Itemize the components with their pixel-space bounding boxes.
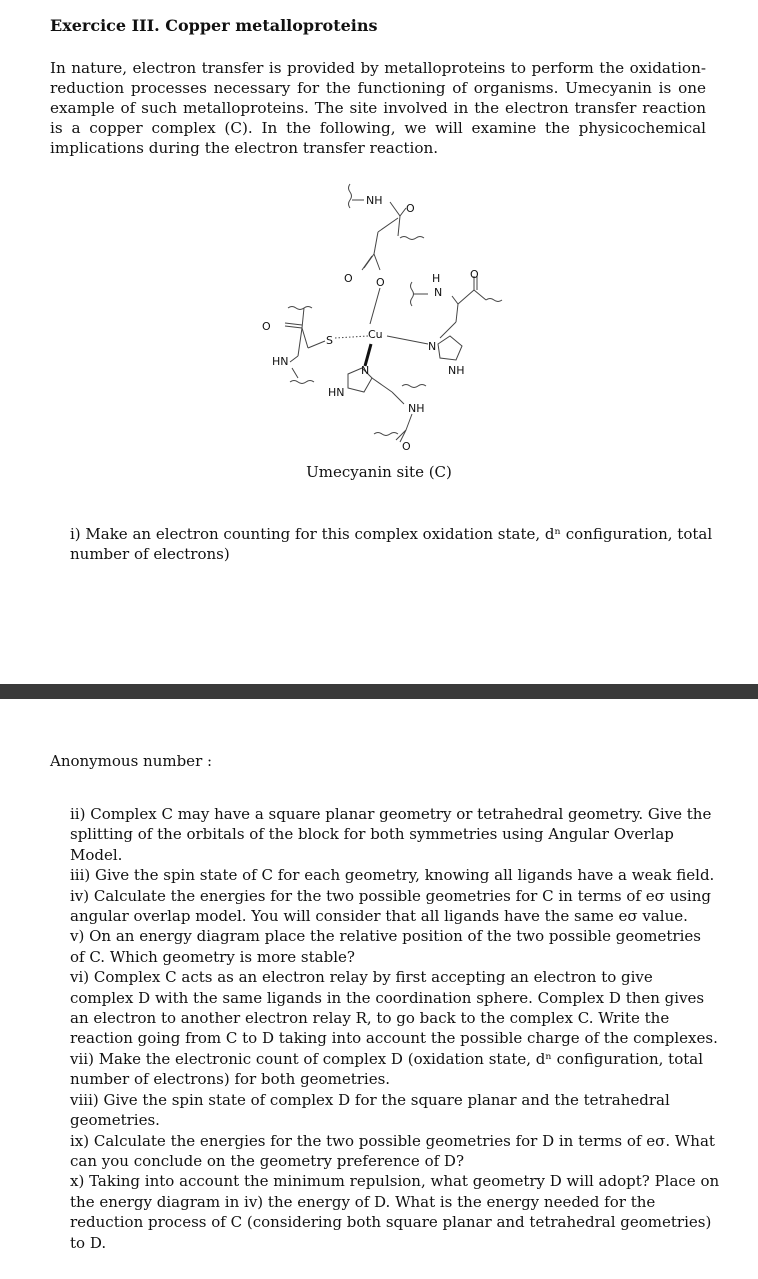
label-s: S [326,334,333,347]
label-o-left: O [344,272,353,285]
question-1: i) Make an electron counting for this complex oxidation state, dⁿ configuration, total number of electrons) [70,525,713,564]
question-4: iv) Calculate the energies for the two possible geometries for C in terms of eσ using angular overlap model. You will consider that all ligands have the same eσ value. [70,886,711,926]
label-o-top: O [406,202,415,215]
question-5: v) On an energy diagram place the relative position of the two possible geometries of C. Which geometry is more stable? [70,927,701,966]
question-7: vii) Make the electronic count of complex D (oxidation state, dⁿ configuration, total number of electrons) for both geometries. [70,1049,704,1089]
question-8: viii) Give the spin state of complex D for the square planar and the tetrahedral geometries. [70,1090,670,1130]
label-hn-his-bottom: HN [328,386,345,399]
label-nh-top: NH [366,194,383,207]
label-o-far-left: O [262,320,271,333]
label-o-bottom: O [402,440,411,453]
anonymous-number-label: Anonymous number : [50,752,213,770]
label-hn-left: HN [272,355,289,368]
question-2: ii) Complex C may have a square planar geometry or tetrahedral geometry. Give the splitting of the orbitals of the block for both symmetries using Angular Overlap Model. [70,805,712,864]
label-n-his-right: N [428,340,437,353]
label-nh-his-right: NH [448,364,465,377]
exercise-title: Exercice III. Copper metalloproteins [50,16,378,35]
label-h-nh: H [432,272,441,285]
label-o-right: O [470,268,479,281]
question-3: iii) Give the spin state of C for each geometry, knowing all ligands have a weak field. [70,866,715,885]
question-9: ix) Calculate the energies for the two possible geometries for D in terms of eσ. What can you conclude on the geometry preference of D? [70,1131,715,1170]
question-6: vi) Complex C acts as an electron relay by first accepting an electron to give complex D with the same ligands in the coordination sphere. Complex D then gives an electron to another electron relay R, to go back to the complex C. Write the reaction going from C to D taking into account the possible charge of the complexes. [70,968,718,1048]
label-n-nh: N [434,286,443,299]
question-10: x) Taking into account the minimum repulsion, what geometry D will adopt? Place on the energy diagram in iv) the energy of D. What is the energy needed for the reduction process of C (considering both square planar and tetrahedral geometries) to D. [70,1172,720,1252]
questions-list [70,804,720,1253]
page-divider-bar [0,684,758,699]
label-nh-bottom: NH [408,402,425,415]
label-cu: Cu [368,328,383,341]
umecyanin-structure-figure [240,178,520,458]
label-n-his-bottom: N [361,364,370,377]
intro-paragraph: In nature, electron transfer is provided by metalloproteins to perform the oxidation-reduction processes necessary for the functioning of organisms. Umecyanin is one example of such metalloproteins. The site involved in the electron transfer reaction is a copper complex (C). In the following, we will examine the physicochemical implications during the electron transfer reaction. [50,59,706,157]
figure-caption: Umecyanin site (C) [306,463,452,481]
label-o-cu: O [376,276,385,289]
